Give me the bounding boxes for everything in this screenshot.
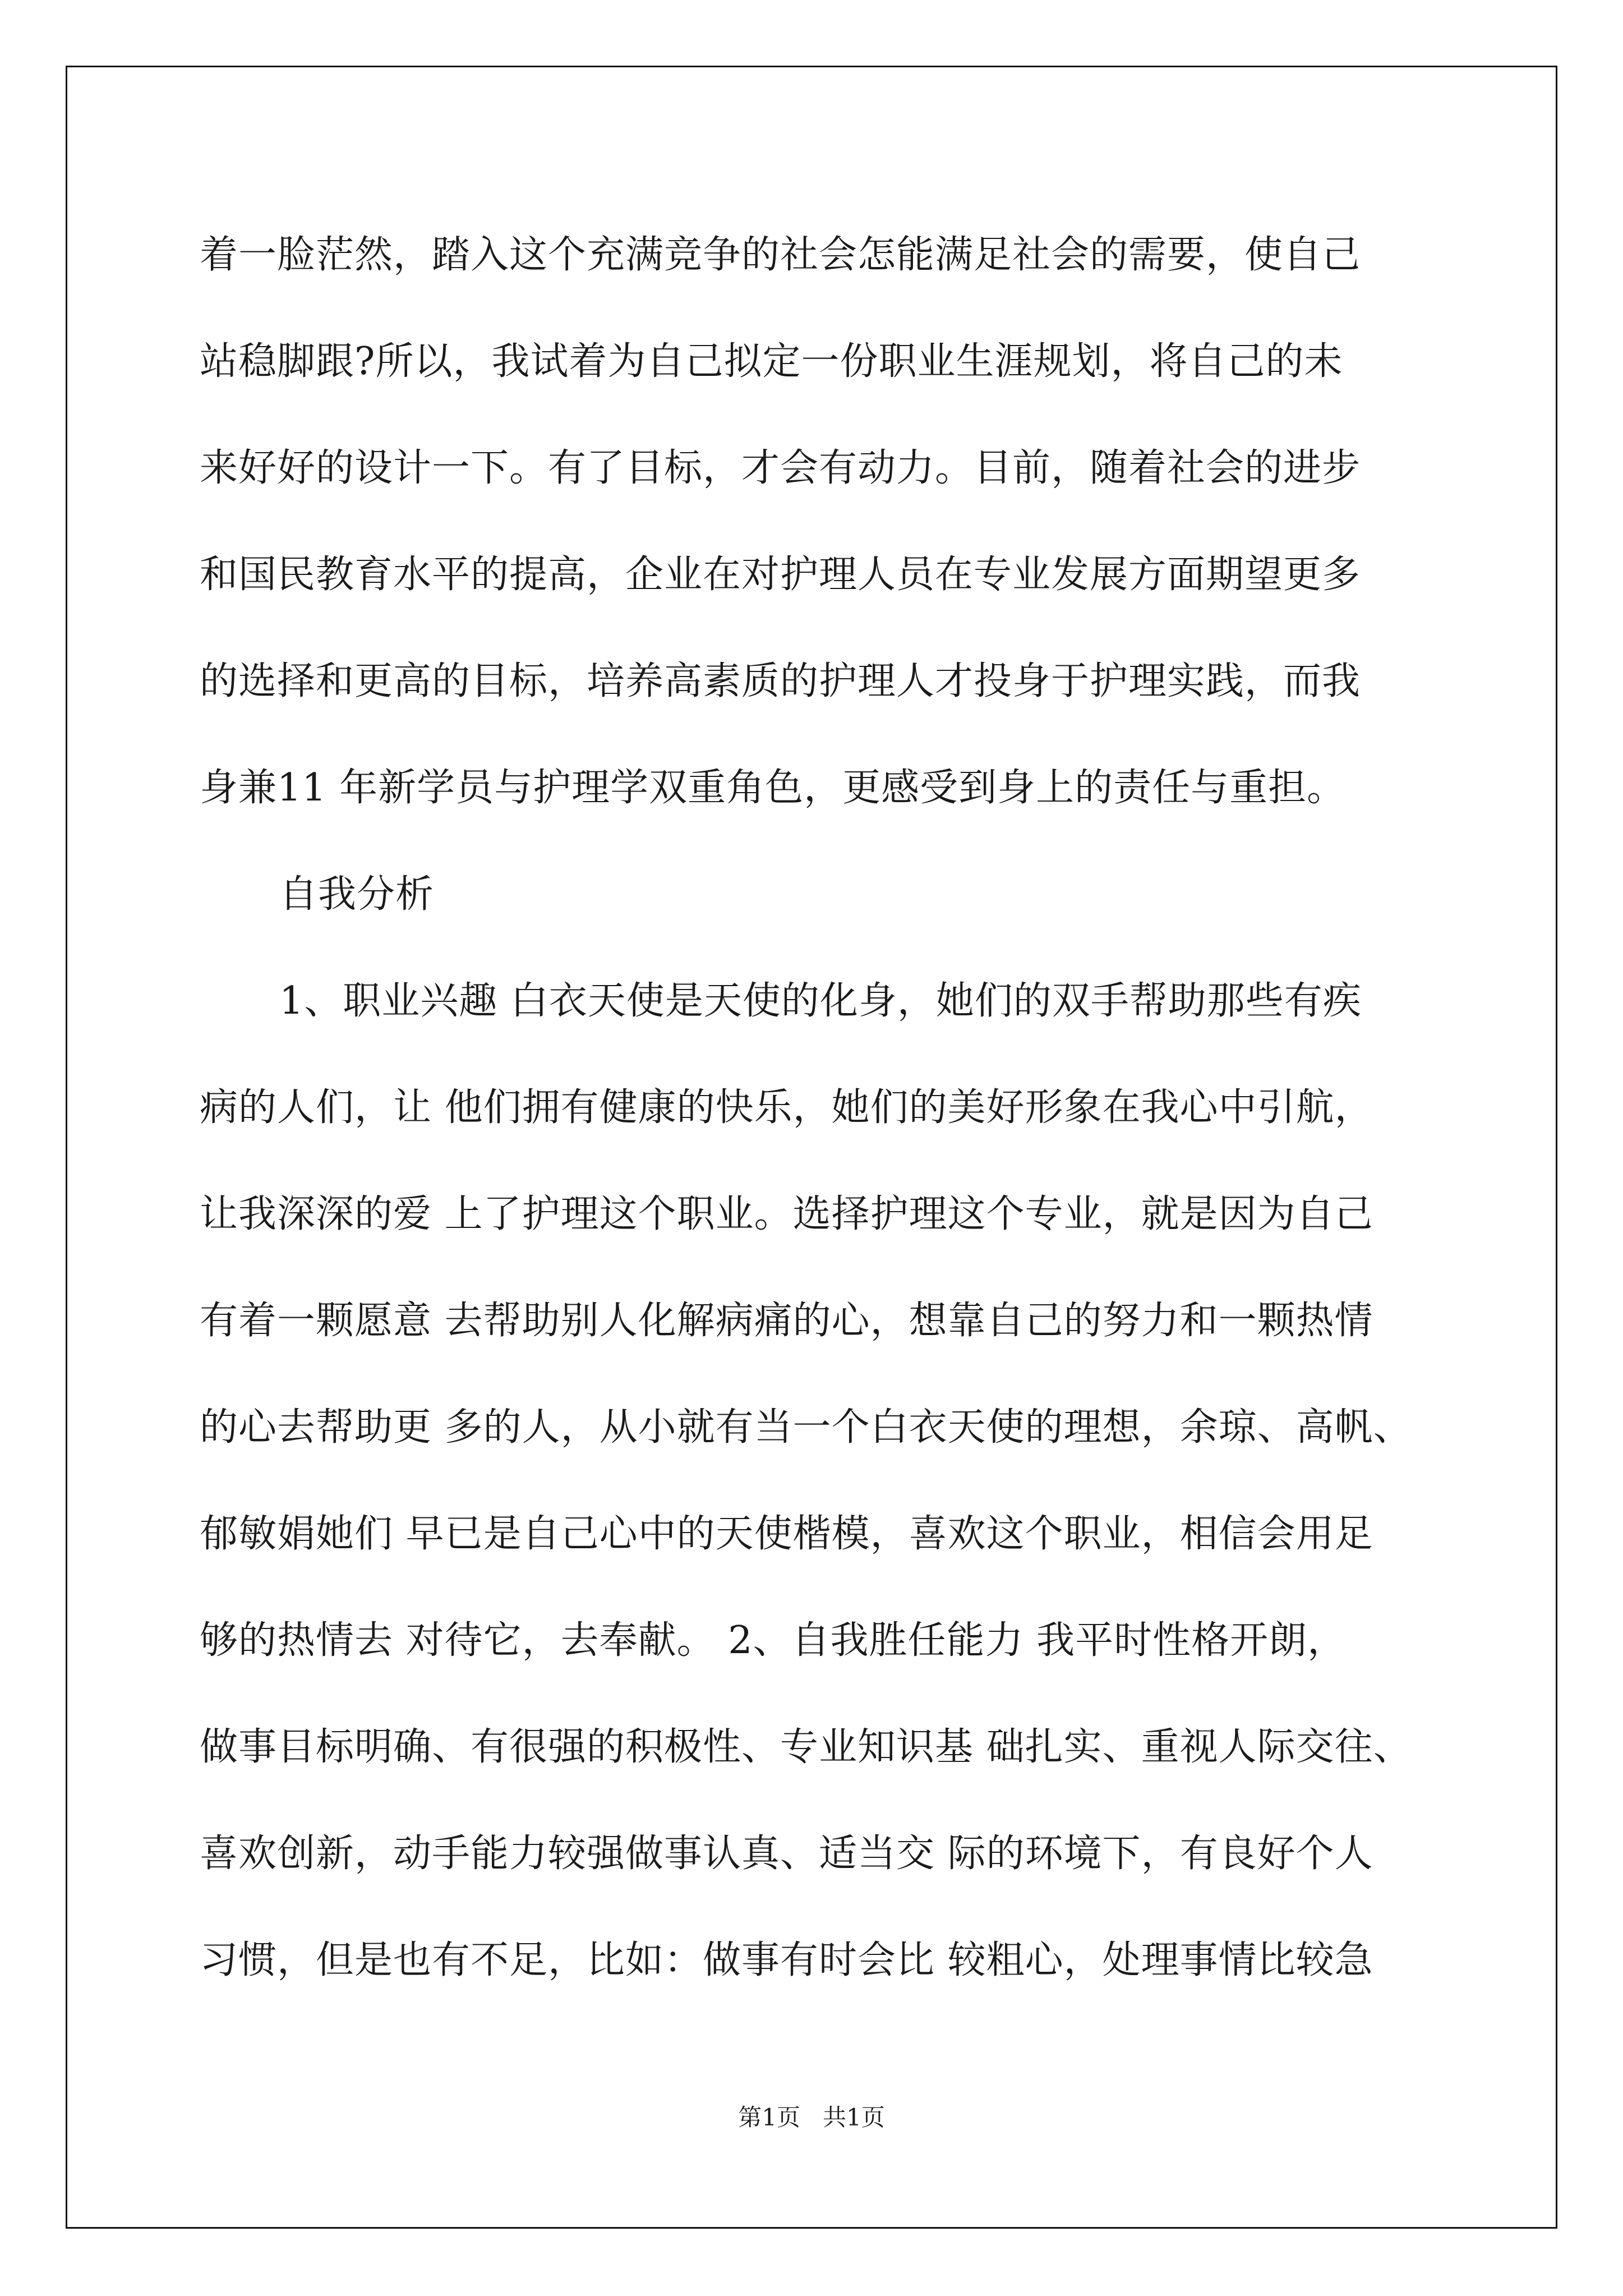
text-line: 和国民教育水平的提高，企业在对护理人员在专业发展方面期望更多 bbox=[200, 553, 1361, 597]
text-line: 让我深深的爱 上了护理这个职业。选择护理这个专业，就是因为自己 bbox=[200, 1192, 1373, 1236]
text-line: 1、职业兴趣 白衣天使是天使的化身，她们的双手帮助那些有疾 bbox=[279, 979, 1362, 1023]
text-line: 的选择和更高的目标，培养高素质的护理人才投身于护理实践，而我 bbox=[200, 659, 1361, 703]
text-line: 的心去帮助更 多的人，从小就有当一个白衣天使的理想，余琼、高帆、 bbox=[200, 1405, 1412, 1450]
text-line: 习惯，但是也有不足，比如：做事有时会比 较粗心，处理事情比较急 bbox=[200, 1938, 1373, 1982]
text-line: 喜欢创新，动手能力较强做事认真、适当交 际的环境下，有良好个人 bbox=[200, 1832, 1373, 1876]
section-heading: 自我分析 bbox=[279, 872, 435, 917]
text-line: 做事目标明确、有很强的积极性、专业知识基 础扎实、重视人际交往、 bbox=[200, 1725, 1412, 1769]
page-border bbox=[66, 66, 1557, 2229]
text-line: 郁敏娟她们 早已是自己心中的天使楷模，喜欢这个职业，相信会用足 bbox=[200, 1512, 1373, 1556]
text-line: 够的热情去 对待它，去奉献。 2、自我胜任能力 我平时性格开朗， bbox=[200, 1618, 1347, 1663]
text-line: 病的人们，让 他们拥有健康的快乐，她们的美好形象在我心中引航， bbox=[200, 1085, 1373, 1130]
text-line: 有着一颗愿意 去帮助别人化解病痛的心，想靠自己的努力和一颗热情 bbox=[200, 1299, 1373, 1343]
text-line: 着一脸茫然，踏入这个充满竞争的社会怎能满足社会的需要，使自己 bbox=[200, 233, 1361, 277]
text-line: 来好好的设计一下。有了目标，才会有动力。目前，随着社会的进步 bbox=[200, 446, 1361, 490]
text-line: 站稳脚跟?所以，我试着为自己拟定一份职业生涯规划，将自己的未 bbox=[200, 339, 1343, 384]
page-number-footer: 第1页 共1页 bbox=[738, 2104, 885, 2131]
text-line: 身兼11 年新学员与护理学双重角色，更感受到身上的责任与重担。 bbox=[200, 766, 1346, 810]
